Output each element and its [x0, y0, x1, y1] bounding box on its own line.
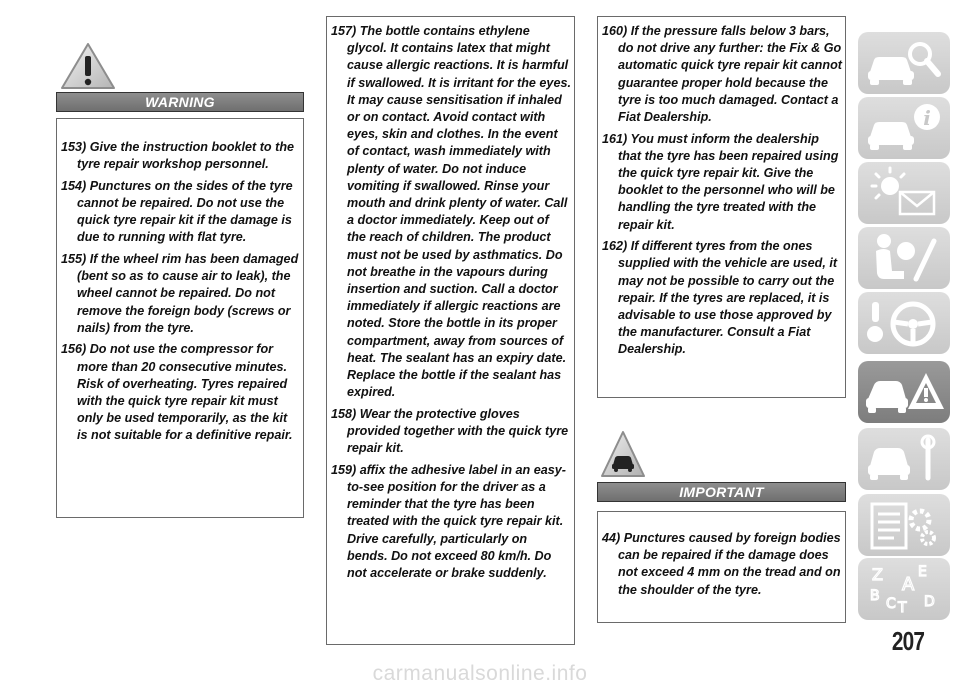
note-item: 159) affix the adhesive label in an easy-to-see position for the driver as a reminder that the tyre has been treated with the quick tyre repair kit. Drive carefully, particularly on bends. Do not exceed 80 km/h. Do not accelerate or brake suddenly. — [331, 462, 566, 581]
svg-text:D: D — [924, 594, 935, 610]
important-banner: IMPORTANT — [597, 482, 846, 502]
note-item: 44) Punctures caused by foreign bodies can be repaired if the damage does not exceed 4 mm on the tread and on the shoulder of the tyre. — [602, 531, 841, 597]
tab-car-info[interactable] — [858, 97, 950, 159]
car-maintenance-icon — [858, 428, 950, 490]
page-number: 207 — [891, 626, 925, 656]
svg-text:E: E — [918, 564, 927, 580]
tab-steering-wheel[interactable] — [858, 292, 950, 354]
svg-text:i: i — [923, 106, 931, 130]
note-item: 156) Do not use the compressor for more than 20 consecutive minutes. Risk of overheating. Tyres repaired with the quick tyre repair kit must only be used temporarily, as the kit is not suitable for a definitive repair. — [61, 342, 293, 443]
note-item: 158) Wear the protective gloves provided together with the quick tyre repair kit. — [331, 406, 569, 456]
tab-index[interactable] — [858, 558, 950, 620]
tab-car-maintenance[interactable] — [858, 428, 950, 490]
note-item: 157) The bottle contains ethylene glycol. It contains latex that might cause allergic reactions. It is harmful if swallowed. It is irritant for the eyes. It may cause sensitisation if inhaled or on contact. Avoid contact with eyes, skin and clothes. In the event of contact, wash immediately with plenty of water. Do not induce vomiting if swallowed. Rinse your mouth and drink plenty of water. Call a doctor immediately. Keep out of the reach of children. The product must not be used by asthmatics. Do not breathe in the vapours during insertion and suction. Call a doctor immediately if allergic reactions are noted. Store the bottle in its proper compartment, away from sources of heat. The sealant has an expiry date. Replace the bottle if the sealant has expired. — [331, 24, 571, 400]
index-az-icon — [858, 558, 950, 620]
car-emergency-icon — [858, 361, 950, 423]
svg-text:A: A — [902, 574, 915, 595]
watermark: carmanualsonline.info — [372, 662, 588, 685]
middle-notes-box — [326, 16, 575, 645]
warning-triangle-icon — [60, 42, 116, 90]
note-item: 160) If the pressure falls below 3 bars, do not drive any further: the Fix & Go automatic quick tyre repair kit cannot guarantee proper hold because the tyre is too much damaged. Contact a Fiat Dealership. — [602, 24, 842, 125]
right-notes-list — [602, 23, 843, 359]
middle-notes-list — [331, 23, 571, 582]
warning-notes-box — [56, 118, 304, 518]
svg-text:C: C — [886, 596, 896, 612]
warning-lights-icon — [858, 162, 950, 224]
car-info-icon — [858, 97, 950, 159]
note-item: 153) Give the instruction booklet to the tyre repair workshop personnel. — [61, 140, 295, 172]
note-item: 161) You must inform the dealership that the tyre has been repaired using the quick tyre repair kit. Give the booklet to the personnel who will be handling the tyre treated with the repair kit. — [602, 131, 839, 232]
tab-airbag-safety[interactable] — [858, 227, 950, 289]
tab-car-emergency[interactable] — [858, 361, 950, 423]
important-notes-box — [597, 511, 846, 623]
tab-car-search[interactable] — [858, 32, 950, 94]
note-item: 162) If different tyres from the ones supplied with the vehicle are used, it may not be possible to carry out the repair. If the tyres are replaced, it is advisable to use those approved by the manufacturer. Consult a Fiat Dealership. — [602, 239, 838, 357]
warning-banner: WARNING — [56, 92, 304, 112]
steering-wheel-icon — [858, 292, 950, 354]
tab-warning-lights[interactable] — [858, 162, 950, 224]
right-notes-box — [597, 16, 846, 398]
tab-technical-data[interactable] — [858, 494, 950, 556]
car-important-icon — [600, 430, 646, 478]
svg-text:T: T — [898, 600, 907, 616]
important-notes-list — [602, 530, 843, 599]
svg-text:Z: Z — [872, 565, 883, 584]
technical-data-icon — [858, 494, 950, 556]
car-search-icon — [858, 32, 950, 94]
airbag-safety-icon — [858, 227, 950, 289]
note-item: 155) If the wheel rim has been damaged (bent so as to cause air to leak), the wheel cannot be repaired. Do not remove the foreign body (screws or nails) from the tyre. — [61, 252, 299, 335]
note-item: 154) Punctures on the sides of the tyre cannot be repaired. Do not use the quick tyre repair kit if the damage is due to running with flat tyre. — [61, 178, 293, 245]
svg-text:B: B — [870, 588, 880, 604]
warning-notes-list — [61, 139, 299, 445]
